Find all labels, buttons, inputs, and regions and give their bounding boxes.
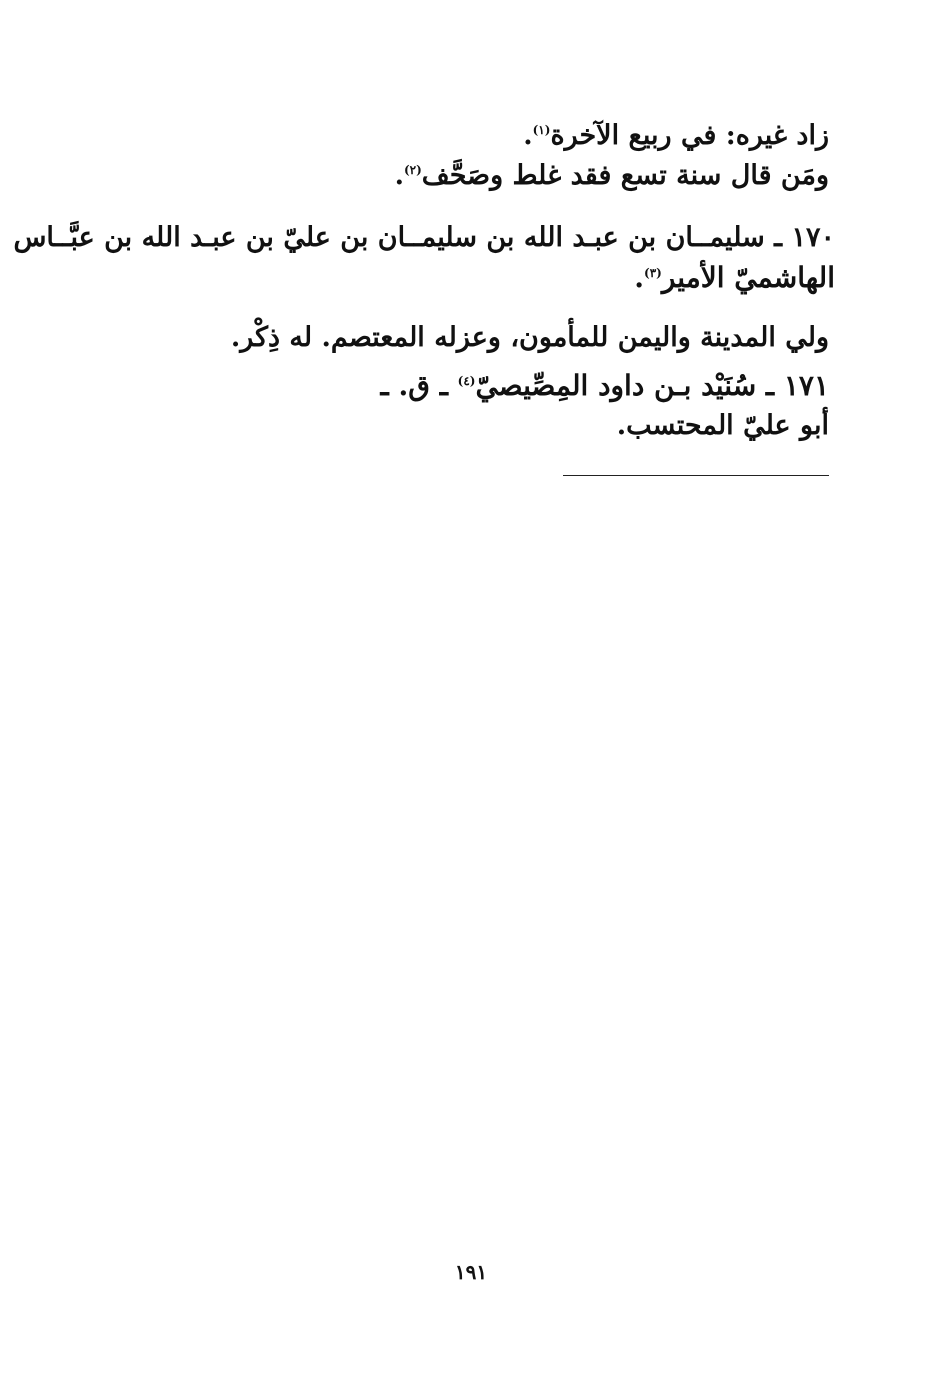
footnote-separator bbox=[563, 475, 829, 476]
entry-170-heading-cont: الهاشميّ الأمير$^{(٣)}$. bbox=[634, 261, 835, 294]
entry-170-heading: ١٧٠ ـ سليمــان بن عبـد الله بن سليمــان بن عليّ بن عبـد الله بن عبَّــاس bbox=[13, 222, 835, 253]
text-line: زاد غيره: في ربيع الآخرة$^{(١)}$. bbox=[523, 120, 829, 151]
text-line: ولي المدينة واليمن للمأمون، وعزله المعتصم. له ذِكْر. bbox=[230, 322, 829, 353]
footnote-ref: (٣) bbox=[644, 266, 662, 280]
page-number: ١٩١ bbox=[454, 1260, 488, 1284]
footnote-ref: (١) bbox=[532, 123, 551, 137]
footnote-ref: (٤) bbox=[457, 374, 476, 388]
entry-171-heading: ١٧١ ـ سُنَيْد بـن داود المِصِّيصيّ$^{(٤)}$ ـ ق. ـ bbox=[380, 369, 829, 402]
text-line: أبو عليّ المحتسب. bbox=[616, 410, 829, 441]
text-line: ومَن قال سنة تسع فقد غلط وصَحَّف$^{(٢)}$. bbox=[394, 160, 829, 191]
footnote-ref: (٢) bbox=[403, 163, 422, 177]
